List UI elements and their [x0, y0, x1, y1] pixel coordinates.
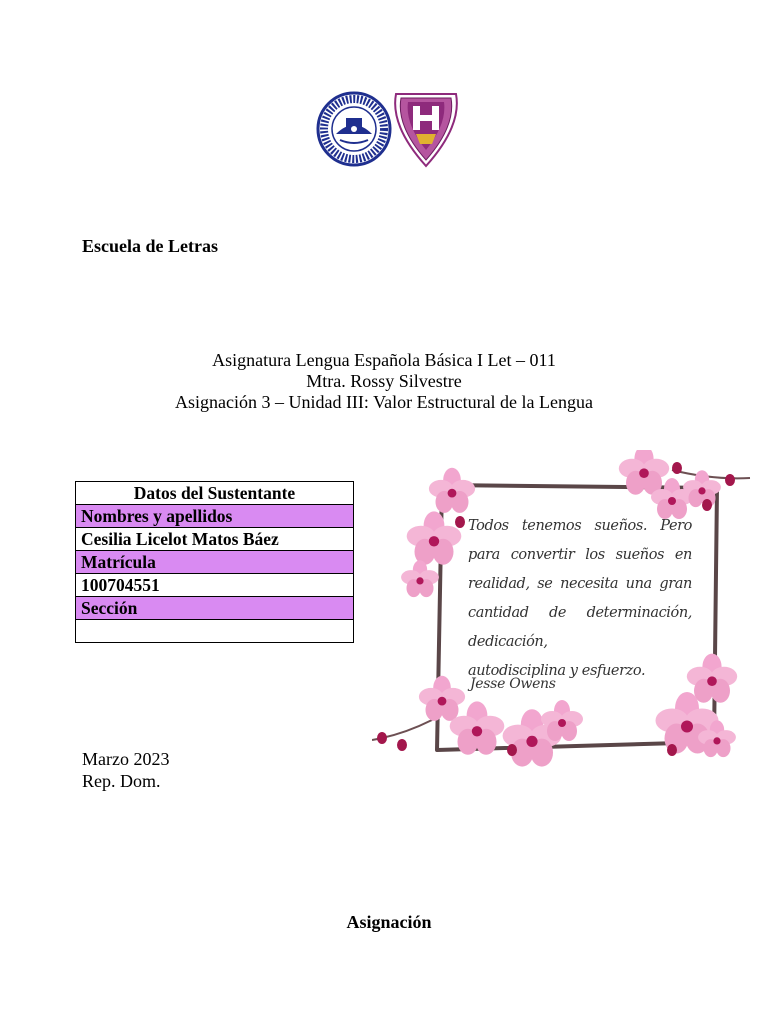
uasd-seal-icon [318, 93, 390, 165]
table-title: Datos del Sustentante [76, 482, 354, 505]
table-row [76, 620, 354, 643]
quote-main: Todos tenemos sueños. Pero para convertir los sueños en realidad, se necesita una gran cantidad de determinación, dedicación, [468, 518, 692, 650]
place: Rep. Dom. [82, 771, 161, 791]
table-row [76, 574, 354, 597]
table-row [76, 597, 354, 620]
course-subject: Asignatura Lengua Española Básica I Let – 011 [212, 350, 556, 370]
student-data-table [75, 481, 354, 643]
course-info [0, 350, 768, 413]
table-row [76, 505, 354, 528]
facultad-humanidades-seal-icon [395, 94, 457, 166]
date: Marzo 2023 [82, 749, 170, 769]
table-row [76, 551, 354, 574]
school-name: Escuela de Letras [82, 236, 218, 256]
date-place [82, 748, 169, 792]
name-label: Nombres y apellidos [76, 505, 354, 528]
section-value [76, 620, 354, 643]
id-label: Matrícula [76, 551, 354, 574]
table-row [76, 482, 354, 505]
quote-text [468, 512, 692, 686]
course-teacher: Mtra. Rossy Silvestre [306, 371, 462, 391]
quote-last-line: autodisciplina y esfuerzo. [468, 663, 646, 679]
table-row [76, 528, 354, 551]
quote-card [372, 450, 752, 775]
logos-svg [316, 86, 464, 172]
section-title: Asignación [346, 912, 432, 932]
name-value: Cesilia Licelot Matos Báez [76, 528, 354, 551]
logos [316, 86, 464, 172]
course-assignment: Asignación 3 – Unidad III: Valor Estructural de la Lengua [174, 392, 594, 412]
section-label: Sección [76, 597, 354, 620]
quote-author: Jesse Owens [470, 676, 556, 692]
id-value: 100704551 [76, 574, 354, 597]
